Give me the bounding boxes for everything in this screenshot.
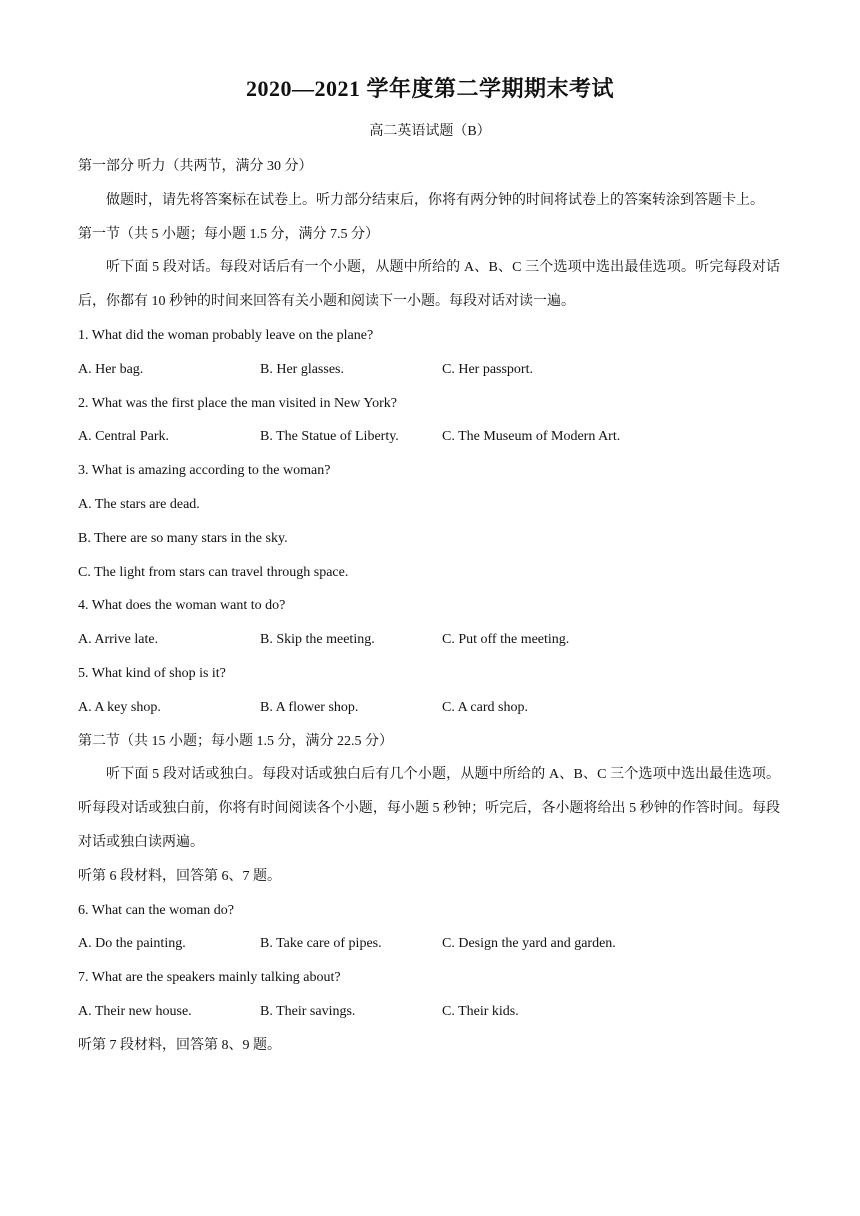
option-c: C. Their kids.: [442, 1003, 519, 1019]
option-c: C. Design the yard and garden.: [442, 936, 616, 952]
question-2: 2. What was the first place the man visited in New York?: [78, 395, 397, 411]
question-6-options: [78, 927, 780, 961]
exam-title: 2020—2021 学年度第二学期期末考试: [245, 76, 614, 101]
option-a: A. Do the painting.: [78, 936, 186, 952]
question-5-options: [78, 691, 780, 725]
question-4-options: [78, 623, 780, 657]
question-4: 4. What does the woman want to do?: [78, 598, 286, 614]
question-1-options: [78, 353, 780, 387]
section1-instructions: 听下面 5 段对话。每段对话后有一个小题，从题中所给的 A、B、C 三个选项中选出最佳选项。听完每段对话后，你都有 10 秒钟的时间来回答有关小题和阅读下一小题。每段对话对读一遍。: [78, 260, 780, 310]
option-a: A. Arrive late.: [78, 632, 159, 648]
question-7-options: [78, 995, 780, 1029]
option-c: C. A card shop.: [442, 699, 528, 715]
option-a: A. Central Park.: [78, 429, 169, 445]
option-c: C. The light from stars can travel through space.: [78, 564, 349, 580]
option-c: C. Put off the meeting.: [442, 632, 570, 648]
option-b: B. There are so many stars in the sky.: [78, 530, 288, 546]
section1-heading: 第一节（共 5 小题；每小题 1.5 分，满分 7.5 分）: [78, 226, 379, 242]
option-a: A. A key shop.: [78, 699, 161, 715]
part1-heading: 第一部分 听力（共两节，满分 30 分）: [78, 159, 313, 174]
option-b: B. Her glasses.: [260, 361, 344, 377]
option-c: C. The Museum of Modern Art.: [442, 429, 621, 445]
material-6-label: 听第 6 段材料，回答第 6、7 题。: [78, 868, 281, 884]
option-b: B. Skip the meeting.: [260, 632, 375, 648]
section2-instructions: 听下面 5 段对话或独白。每段对话或独白后有几个小题，从题中所给的 A、B、C 三个选项中选出最佳选项。听每段对话或独白前，你将有时间阅读各个小题，每小题 5 秒钟；听完后，各小题将给出 5 秒钟的作答时间。每段对话或独白读两遍。: [78, 767, 780, 850]
exam-body: [78, 150, 780, 1063]
option-c: C. Her passport.: [442, 361, 533, 377]
option-a: A. The stars are dead.: [78, 496, 200, 512]
question-6: 6. What can the woman do?: [78, 902, 235, 918]
option-b: B. Take care of pipes.: [260, 936, 382, 952]
material-7-label: 听第 7 段材料，回答第 8、9 题。: [78, 1037, 281, 1053]
question-5: 5. What kind of shop is it?: [78, 665, 226, 681]
option-b: B. Their savings.: [260, 1003, 356, 1019]
option-a: A. Her bag.: [78, 361, 144, 377]
question-2-options: [78, 420, 780, 454]
section2-heading: 第二节（共 15 小题；每小题 1.5 分，满分 22.5 分）: [78, 733, 393, 749]
option-a: A. Their new house.: [78, 1003, 192, 1019]
option-b: B. The Statue of Liberty.: [260, 429, 399, 445]
question-1: 1. What did the woman probably leave on the plane?: [78, 327, 374, 343]
question-3: 3. What is amazing according to the woman?: [78, 463, 331, 479]
part1-instructions: 做题时，请先将答案标在试卷上。听力部分结束后，你将有两分钟的时间将试卷上的答案转涂到答题卡上。: [106, 192, 764, 208]
option-b: B. A flower shop.: [260, 699, 359, 715]
exam-subtitle: 高二英语试题（B）: [369, 124, 491, 139]
question-7: 7. What are the speakers mainly talking about?: [78, 970, 341, 986]
